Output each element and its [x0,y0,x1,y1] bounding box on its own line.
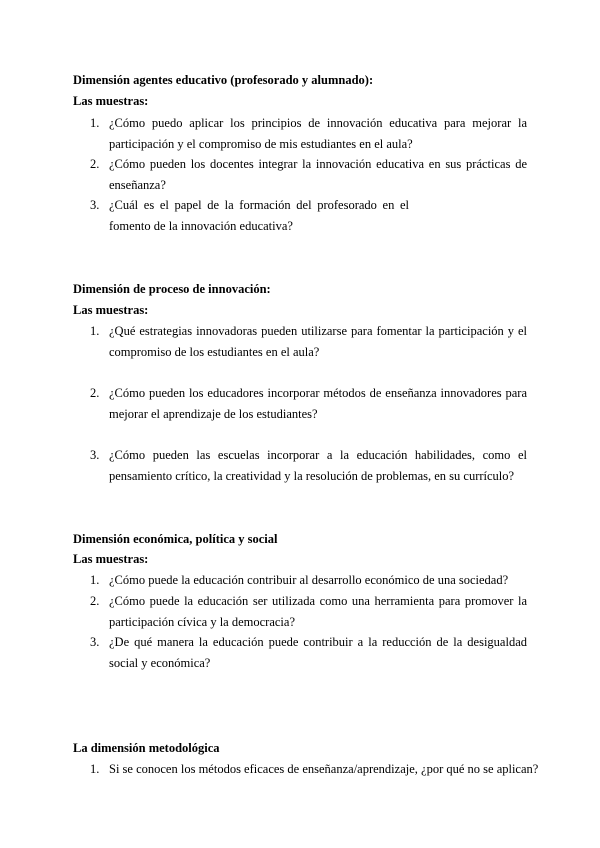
list-item-text: ¿Cómo pueden los docentes integrar la innovación educativa en sus prácticas de enseñanza? [109,157,527,192]
list-item-text: ¿Cómo pueden las escuelas incorporar a la educación habilidades, como el pensamiento crítico, la creatividad y la resolución de problemas, en su currículo? [109,448,527,483]
list-item-text: ¿Cómo puede la educación contribuir al desarrollo económico de una sociedad? [109,573,509,587]
list-item-number: 2. [90,594,100,608]
list-item [90,154,527,196]
list-item-text: ¿De qué manera la educación puede contribuir a la reducción de la desigualdad social y económica? [109,635,527,670]
section-title-metodologica: La dimensión metodológica [73,741,220,755]
list-item-number: 2. [90,386,100,400]
section-subtitle-economica: Las muestras: [73,552,149,566]
list-item-number: 2. [90,157,100,171]
list-item-number: 3. [90,448,100,462]
list-item [90,445,527,487]
section-title-economica: Dimensión económica, política y social [73,532,278,546]
list-item-text: Si se conocen los métodos eficaces de enseñanza/aprendizaje, ¿por qué no se aplican? [109,762,539,776]
list-item-number: 1. [90,324,100,338]
list-item [90,321,527,363]
list-item-number: 1. [90,116,100,130]
list-item-number: 3. [90,198,100,212]
list-item [90,383,527,425]
list-item [90,113,527,155]
list-item [90,591,527,633]
list-item [90,759,539,780]
list-item-text: ¿Cómo puede la educación ser utilizada como una herramienta para promover la participación cívica y la democracia? [109,594,527,629]
section-subtitle-proceso: Las muestras: [73,303,149,317]
section-title-proceso: Dimensión de proceso de innovación: [73,282,271,296]
list-item [90,570,527,591]
list-item-text: ¿Qué estrategias innovadoras pueden utilizarse para fomentar la participación y el compromiso de los estudiantes en el aula? [109,324,527,359]
list-item [90,632,527,674]
list-item-text: ¿Cómo puedo aplicar los principios de innovación educativa para mejorar la participación y el compromiso de mis estudiantes en el aula? [109,116,527,151]
section-title-agentes: Dimensión agentes educativo (profesorado y alumnado): [73,73,374,87]
list-item-number: 3. [90,635,100,649]
section-subtitle-agentes: Las muestras: [73,94,149,108]
list-item-text: ¿Cuál es el papel de la formación del profesorado en el fomento de la innovación educativa? [109,198,409,233]
list-item-number: 1. [90,573,100,587]
list-item-number: 1. [90,762,100,776]
list-item [90,195,527,237]
list-item-text: ¿Cómo pueden los educadores incorporar métodos de enseñanza innovadores para mejorar el aprendizaje de los estudiantes? [109,386,527,421]
